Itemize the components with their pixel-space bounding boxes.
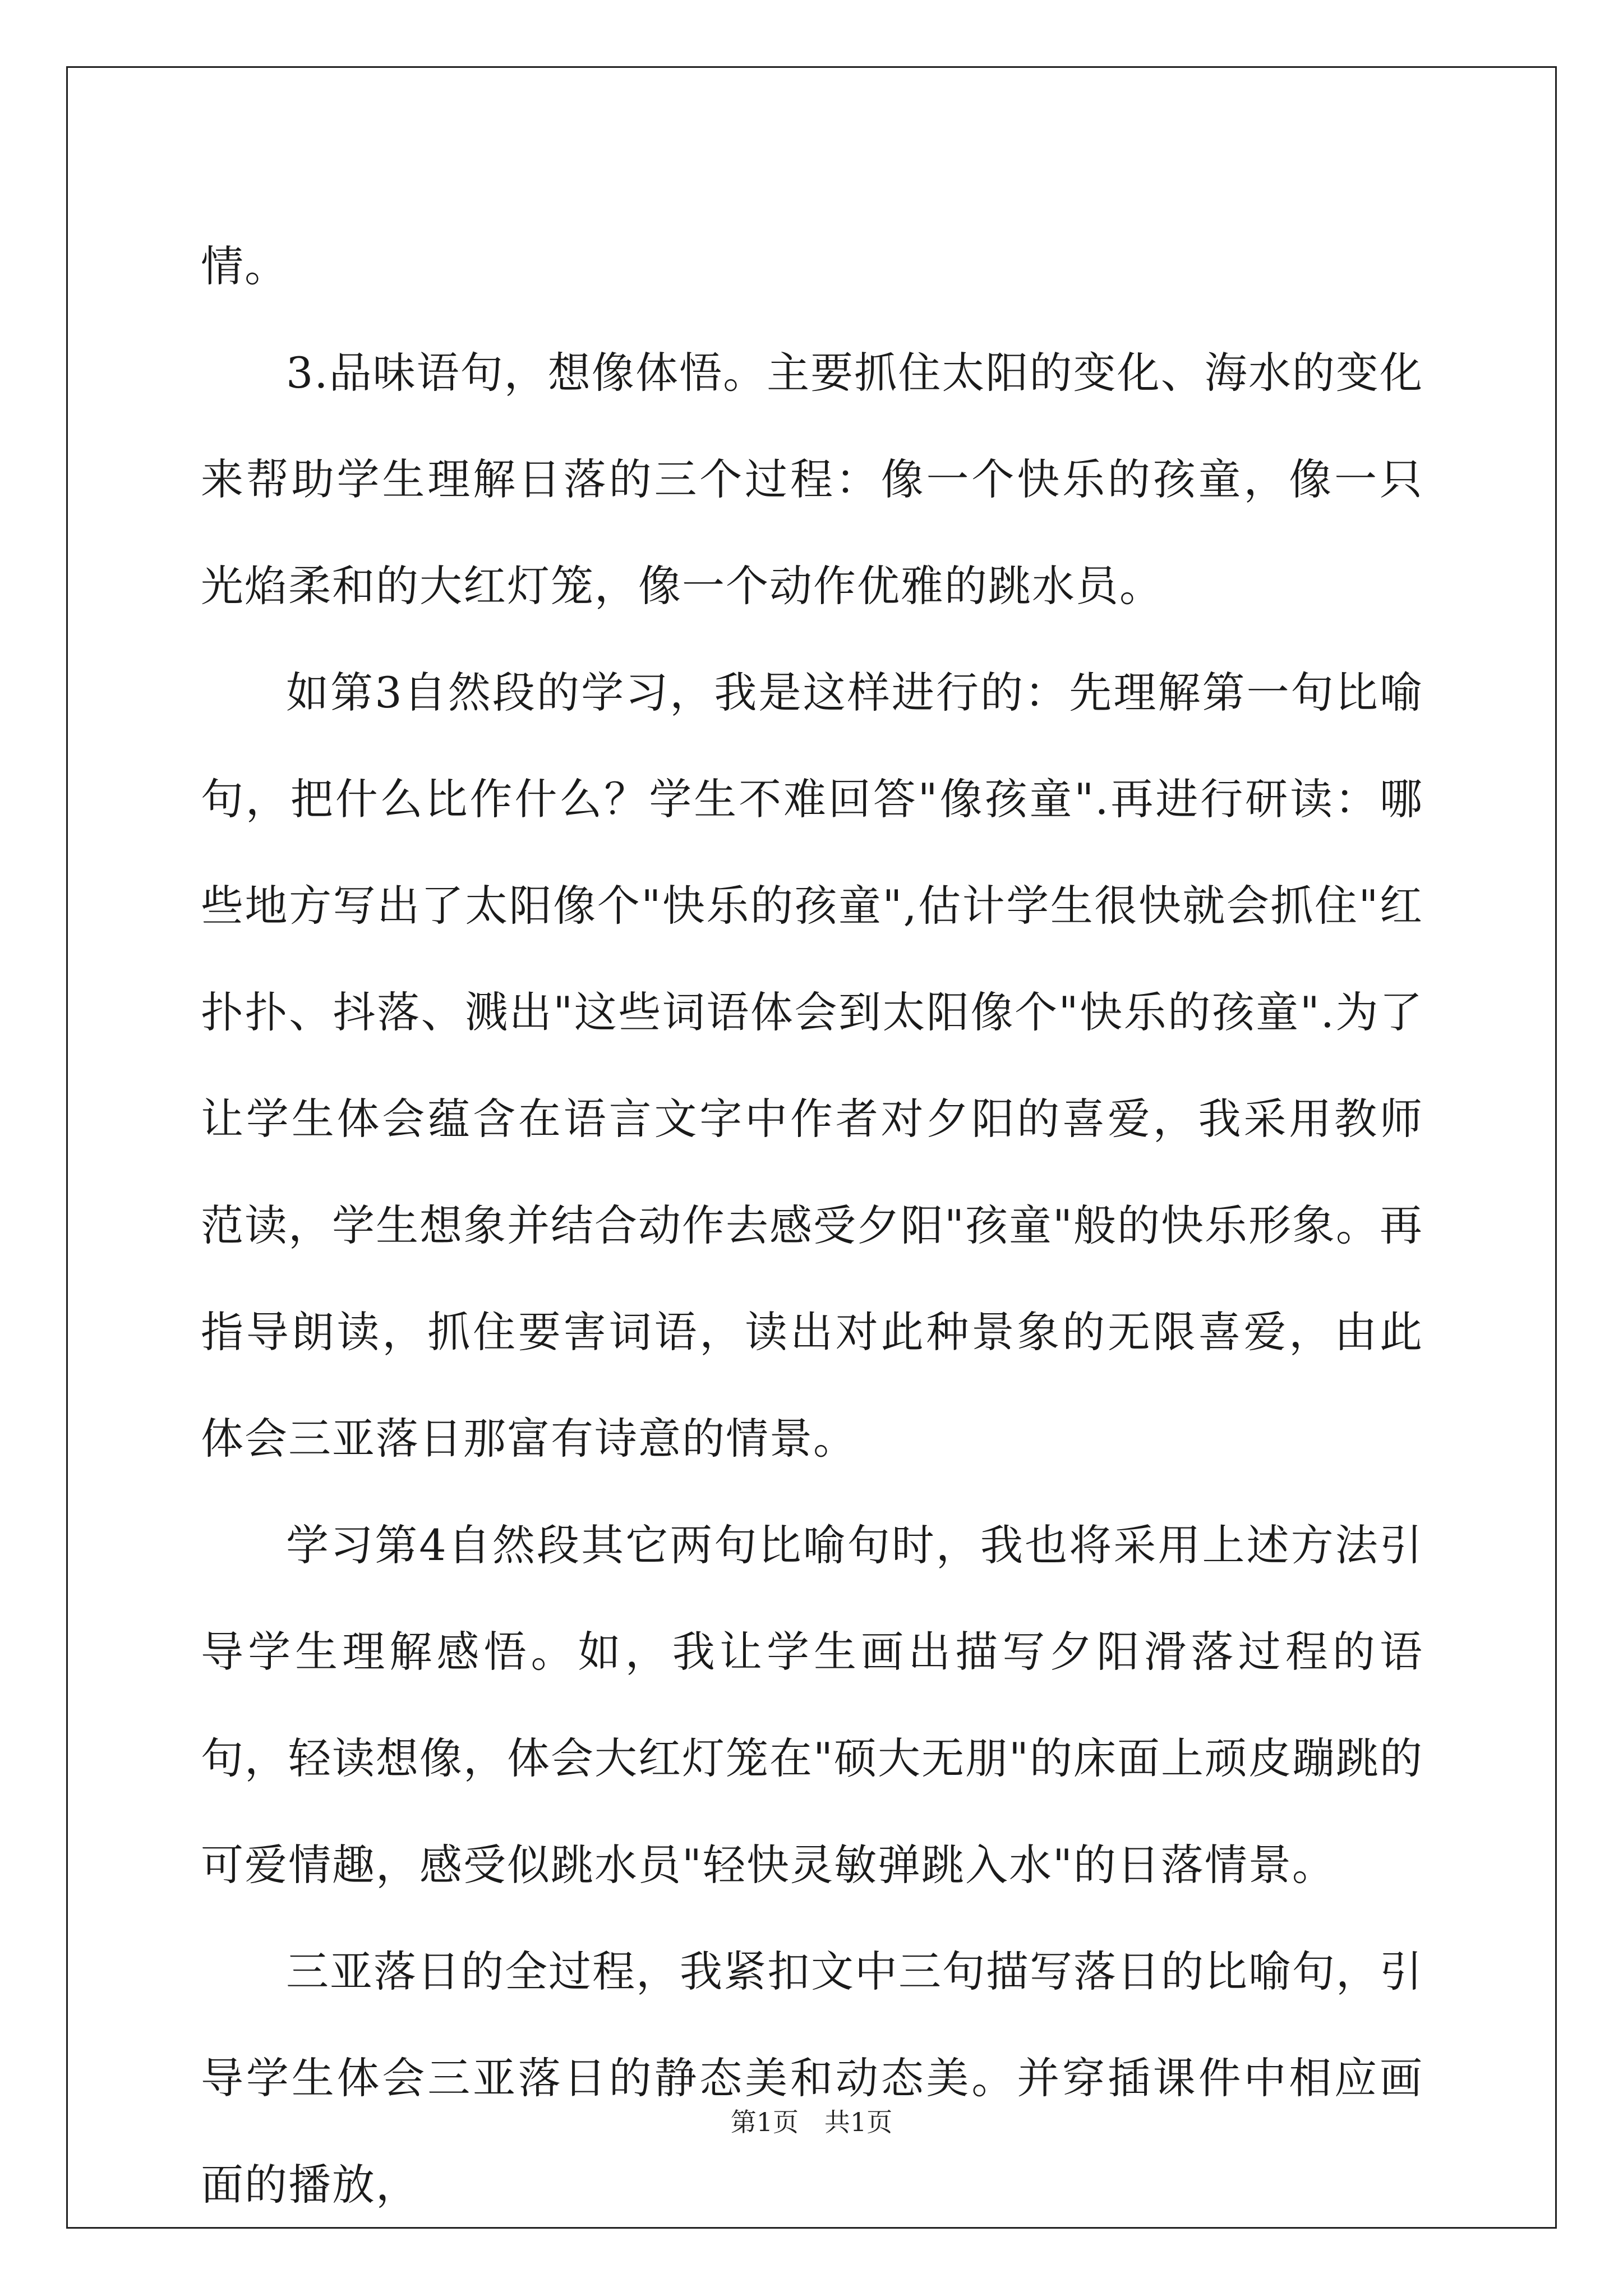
paragraph-continuation: 情。 [201,241,288,291]
page-number-footer: 第1页 共1页 [730,2107,893,2137]
paragraph-section-3-study: 如第3自然段的学习，我是这样进行的：先理解第一句比喻句，把什么比作什么？学生不难回答"像孩童".再进行研读：哪些地方写出了太阳像个"快乐的孩童",估计学生很快就会抓住"红扑扑、抖落、溅出"这些词语体会到太阳像个"快乐的孩童".为了让学生体会蕴含在语言文字中作者对夕阳的喜爱，我采用教师范读，学生想象并结合动作去感受夕阳"孩童"般的快乐形象。再指导朗读，抓住要害词语，读出对此种景象的无限喜爱，由此体会三亚落日那富有诗意的情景。 [201,668,1423,1464]
document-body [201,213,1423,2238]
paragraph-3-savor-sentences: 3.品味语句，想像体悟。主要抓住太阳的变化、海水的变化来帮助学生理解日落的三个过程：像一个快乐的孩童，像一只光焰柔和的大红灯笼，像一个动作优雅的跳水员。 [201,348,1423,611]
paragraph-section-4-study: 学习第4自然段其它两句比喻句时，我也将采用上述方法引导学生理解感悟。如，我让学生画出描写夕阳滑落过程的语句，轻读想像，体会大红灯笼在"硕大无朋"的床面上顽皮蹦跳的可爱情趣，感受似跳水员"轻快灵敏弹跳入水"的日落情景。 [201,1520,1423,1890]
paragraph-whole-process: 三亚落日的全过程，我紧扣文中三句描写落日的比喻句，引导学生体会三亚落日的静态美和动态美。并穿插课件中相应画面的播放， [201,1947,1423,2210]
